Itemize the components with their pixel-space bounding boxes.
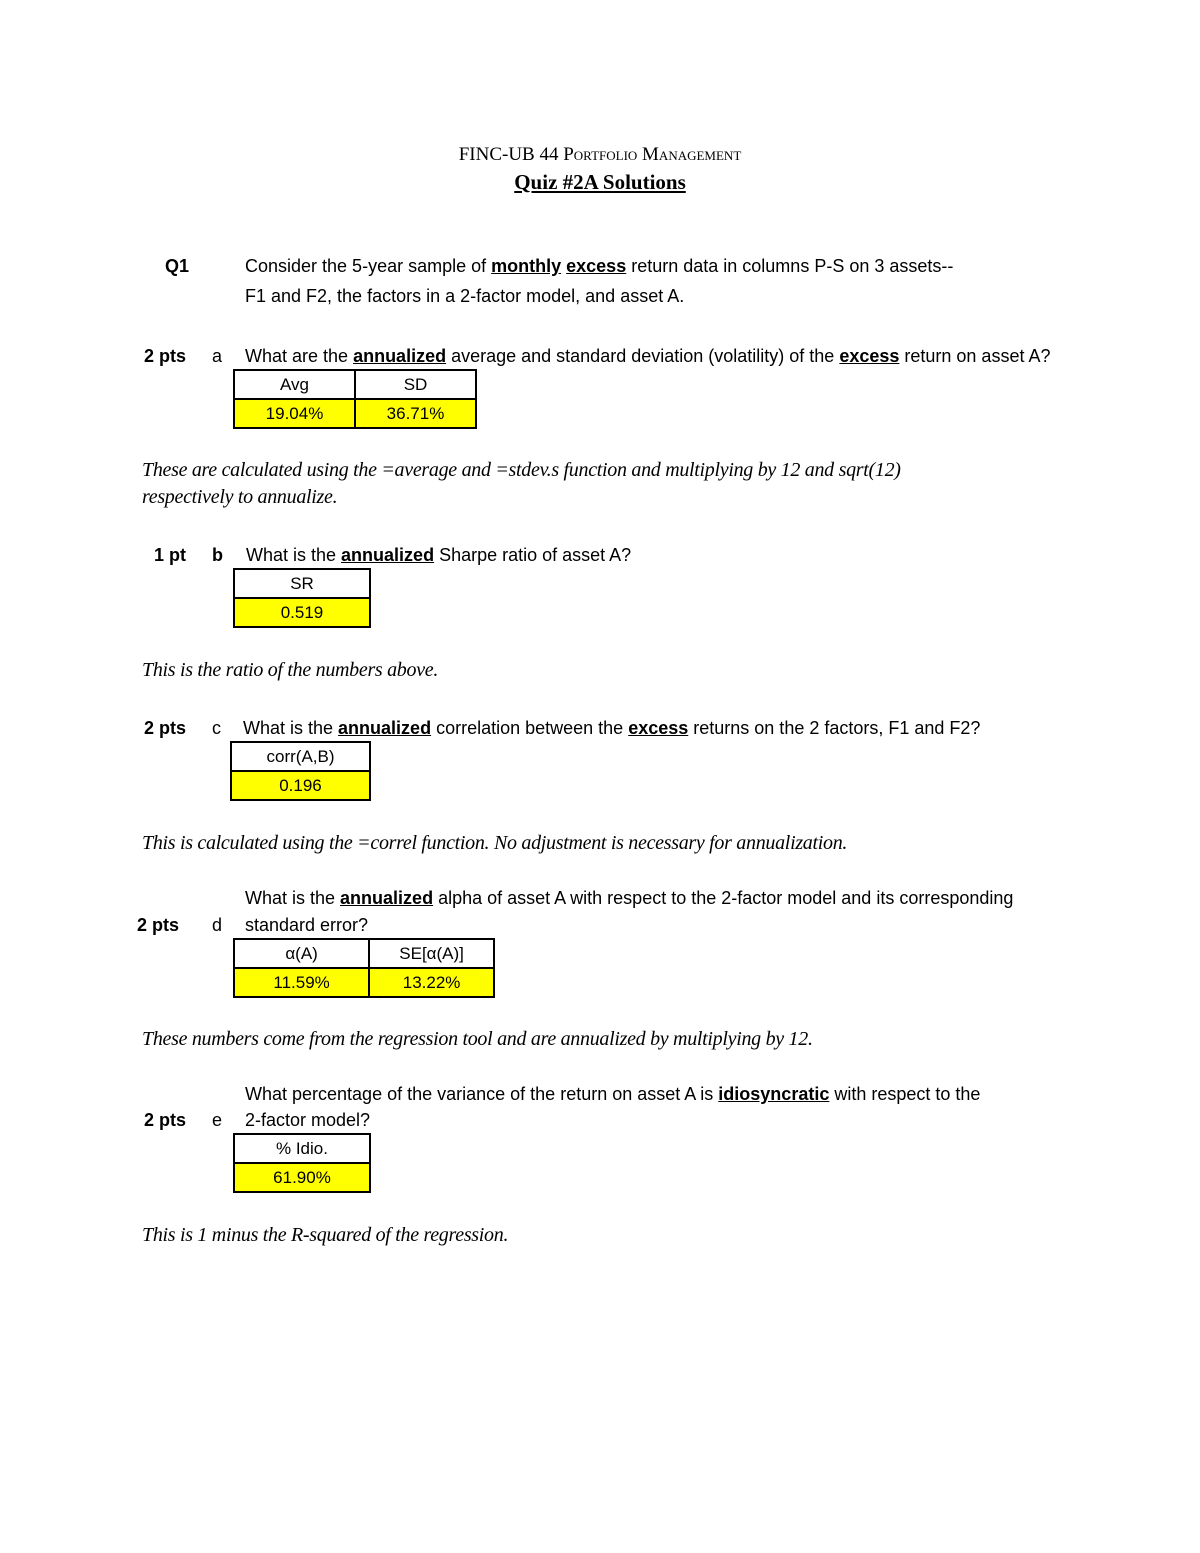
alpha-se-value: 13.22% (369, 968, 494, 997)
q1-intro-line1: Consider the 5-year sample of monthly excess return data in columns P-S on 3 assets-- (245, 256, 954, 276)
part-e-letter: e (212, 1110, 223, 1130)
idio-header: % Idio. (234, 1134, 370, 1163)
sr-value: 0.519 (234, 598, 370, 627)
part-b-answer-table (233, 568, 371, 628)
part-a-note-line2: respectively to annualize. (142, 486, 338, 508)
part-d-points: 2 pts (136, 915, 179, 935)
corr-value: 0.196 (231, 771, 370, 800)
part-b-letter: b (212, 545, 223, 565)
sr-header: SR (234, 569, 370, 598)
idio-value: 61.90% (234, 1163, 370, 1192)
question-label: Q1 (165, 256, 190, 276)
part-d-answer-table (233, 938, 495, 998)
part-d-question-line1: What is the annualized alpha of asset A with respect to the 2-factor model and its corresponding (245, 888, 1014, 908)
part-b-question: What is the annualized Sharpe ratio of asset A? (246, 545, 632, 565)
part-e-points: 2 pts (143, 1110, 186, 1130)
part-d-question-line2: standard error? (245, 915, 369, 935)
part-a-points: 2 pts (143, 346, 186, 366)
part-e-answer-table (233, 1133, 371, 1193)
part-d-letter: d (212, 915, 223, 935)
alpha-value: 11.59% (234, 968, 369, 997)
part-e-question-line2: 2-factor model? (245, 1110, 371, 1130)
course-title: FINC-UB 44 Portfolio Management (458, 144, 742, 165)
part-c-points: 2 pts (143, 718, 186, 738)
sd-header: SD (355, 370, 476, 399)
part-b-points: 1 pt (153, 545, 186, 565)
part-a-question: What are the annualized average and standard deviation (volatility) of the excess return on asset A? (245, 346, 1051, 366)
q1-intro-line2: F1 and F2, the factors in a 2-factor model, and asset A. (245, 286, 685, 306)
part-c-note: This is calculated using the =correl function. No adjustment is necessary for annualization. (142, 832, 848, 854)
corr-header: corr(A,B) (231, 742, 370, 771)
part-a-letter: a (212, 346, 223, 366)
sd-value: 36.71% (355, 399, 476, 428)
part-a-answer-table (233, 369, 477, 429)
alpha-header: α(A) (234, 939, 369, 968)
page-title: Quiz #2A Solutions (514, 170, 686, 194)
part-a-note-line1: These are calculated using the =average and =stdev.s function and multiplying by 12 and sqrt(12) (142, 459, 901, 481)
avg-value: 19.04% (234, 399, 355, 428)
part-c-question: What is the annualized correlation between the excess returns on the 2 factors, F1 and F2? (243, 718, 981, 738)
part-c-answer-table (230, 741, 371, 801)
part-e-question-line1: What percentage of the variance of the return on asset A is idiosyncratic with respect to the (245, 1084, 981, 1104)
alpha-se-header: SE[α(A)] (369, 939, 494, 968)
part-d-note: These numbers come from the regression tool and are annualized by multiplying by 12. (142, 1028, 813, 1050)
part-b-note: This is the ratio of the numbers above. (142, 659, 439, 681)
part-c-letter: c (212, 718, 221, 738)
part-e-note: This is 1 minus the R-squared of the regression. (142, 1224, 509, 1246)
avg-header: Avg (234, 370, 355, 399)
